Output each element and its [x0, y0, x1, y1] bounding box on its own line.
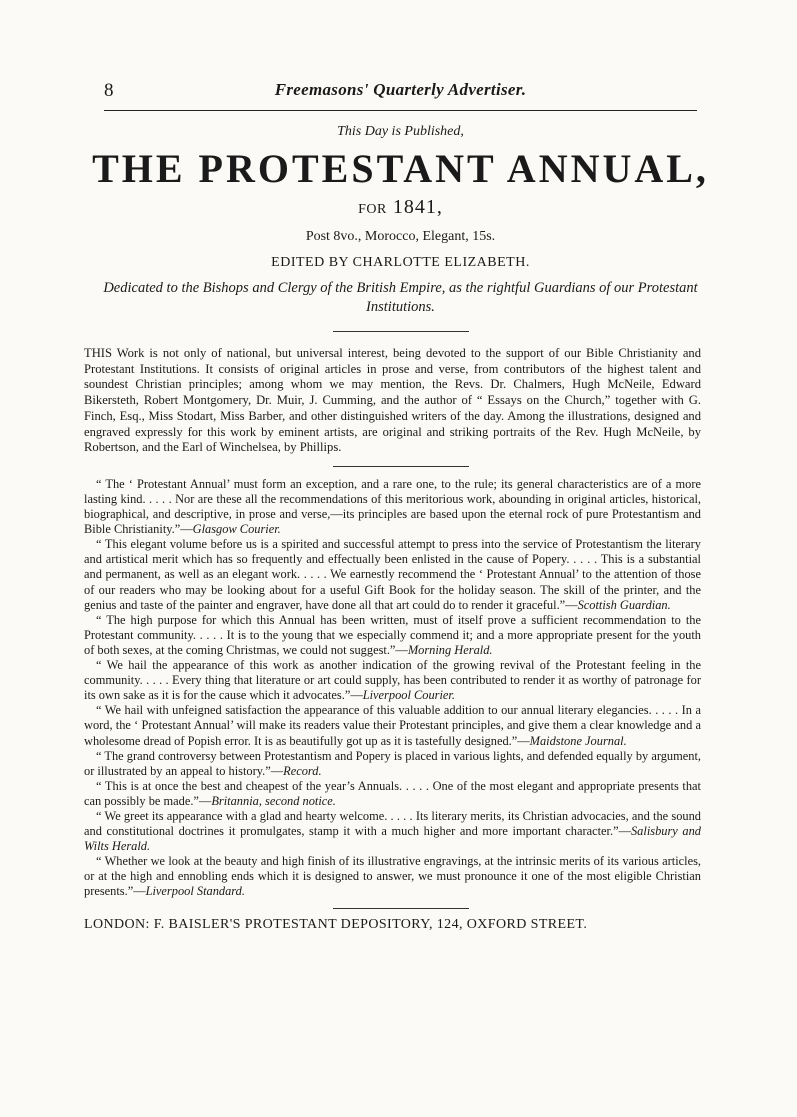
review-text: “ The ‘ Protestant Annual’ must form an exception, and a rare one, to the rule; its general characteristics are of a more lasting kind. . . . . Nor are these all the recommendations of this meritorious work, abounding in original articles, historical, biographical, and descriptive, in prose and verse,—its principles are based upon the eternal rock of pure Protestantism and Bible Christianity.”—: [84, 476, 701, 537]
review-source: Record.: [283, 763, 322, 778]
advertisement: [84, 124, 709, 456]
review-paragraph: [84, 477, 701, 537]
review-source: Scottish Guardian.: [577, 597, 671, 612]
page-header: [104, 80, 697, 106]
publication-notice: This Day is Published,: [337, 124, 464, 139]
review-paragraph: [84, 703, 701, 748]
section-rule: [333, 908, 469, 909]
book-editor: EDITED BY CHARLOTTE ELIZABETH.: [271, 255, 530, 270]
for-label: FOR: [358, 202, 387, 217]
review-source: Maidstone Journal.: [529, 733, 627, 748]
review-source: Britannia, second notice.: [211, 793, 336, 808]
year: 1841,: [392, 196, 443, 218]
dedication: Dedicated to the Bishops and Clergy of the British Empire, as the rightful Guardians of our Protestant Institutions.: [103, 280, 698, 315]
review-text: “ Whether we look at the beauty and high finish of its illustrative engravings, at the intrinsic merits of its various articles, or at the high and ennobling ends which it is designed to answer, we must pronounce it one of the most eligible Christian presents.”—: [84, 854, 701, 899]
review-paragraph: [84, 854, 701, 899]
review-text: “ The grand controversy between Protestantism and Popery is placed in various lights, and defended equally by argument, or illustrated by an appeal to history.”—: [84, 748, 701, 778]
review-source: Liverpool Courier.: [362, 688, 455, 703]
review-paragraph: [84, 613, 701, 658]
publisher-imprint: LONDON: F. BAISLER'S PROTESTANT DEPOSITORY, 124, OXFORD STREET.: [84, 916, 588, 932]
page-number: 8: [104, 80, 114, 101]
review-source: Glasgow Courier.: [192, 522, 281, 537]
header-rule: [104, 110, 697, 111]
book-format-price: Post 8vo., Morocco, Elegant, 15s.: [305, 229, 496, 244]
review-paragraph: [84, 809, 701, 854]
running-title: Freemasons' Quarterly Advertiser.: [274, 80, 527, 99]
review-text: “ We greet its appearance with a glad and hearty welcome. . . . . Its literary merits, its Christian advocacies, and the sound and constitutional doctrines it promulgates, stamp it with a much higher and more important character.”—: [84, 808, 701, 839]
section-rule: [333, 331, 469, 332]
review-text: “ We hail with unfeigned satisfaction the appearance of this valuable addition to our annual literary elegancies. . . . . In a word, the ‘ Protestant Annual’ will make its readers value their Protestant principles, and give them a clear knowledge and a wholesome dread of Popish error. It is as beautifully got up as it is tastefully designed.”—: [84, 703, 701, 748]
book-title: THE PROTESTANT ANNUAL,: [92, 146, 709, 191]
review-text: “ We hail the appearance of this work as another indication of the growing revival of the Protestant feeling in the community. . . . . Every thing that literature or art could supply, has been contributed to render it as worthy of patronage for its own sake as it is for the cause which it advocates.”—: [84, 658, 701, 703]
book-year: [104, 196, 697, 219]
review-text: “ This elegant volume before us is a spirited and successful attempt to press into the service of Protestantism the literary and artistical merit which has so frequently and effectually been enlisted in the cause of Popery. . . . . This is a substantial and permanent, as well as an elegant work. . . . . We earnestly recommend the ‘ Protestant Annual’ to the attention of those of our readers who may be looking about for a useful Gift Book for the holiday season. The skill of the printer, and the genius and taste of the painter and engraver, have done all that art could do to render it graceful.”—: [84, 537, 701, 612]
review-source: Salisbury and Wilts Herald.: [84, 824, 701, 854]
section-rule: [333, 466, 469, 467]
review-source: Morning Herald.: [407, 642, 493, 657]
press-reviews: [84, 477, 701, 900]
review-paragraph: [84, 749, 701, 779]
review-source: Liverpool Standard.: [145, 884, 245, 899]
review-text: “ The high purpose for which this Annual has been written, must of itself prove a sufficient recommendation to the Protestant community. . . . . It is to the young that we especially commend it; and a more appropriate present for the youth of both sexes, at the coming Christmas, we could not suggest.”—: [84, 612, 701, 657]
review-paragraph: [84, 779, 701, 809]
review-text: “ This is at once the best and cheapest of the year’s Annuals. . . . . One of the most elegant and appropriate presents that can possibly be made.”—: [84, 778, 701, 808]
book-description: THIS Work is not only of national, but universal interest, being devoted to the support of our Bible Christianity and Protestant Institutions. It consists of original articles in prose and verse, from contributors of the highest talent and soundest Christian principles; among whom we may mention, the Revs. Dr. Chalmers, Hugh McNeile, Edward Bikersteth, Robert Montgomery, Dr. Muir, J. Cumming, and the author of “ Essays on the Church,” together with G. Finch, Esq., Miss Stodart, Miss Barber, and other distinguished writers of the day. Among the illustrations, designed and engraved expressly for this work by eminent artists, are original and striking portraits of the Rev. Hugh McNeile, by Robertson, and the Earl of Winchelsea, by Phillips.: [84, 346, 701, 455]
review-paragraph: [84, 537, 701, 612]
review-paragraph: [84, 658, 701, 703]
